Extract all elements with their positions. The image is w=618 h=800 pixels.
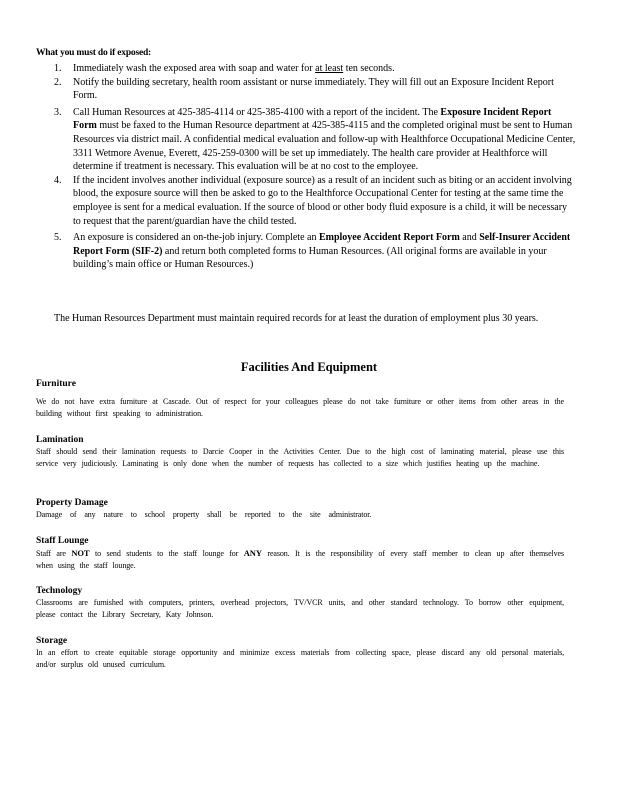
category-storage [36, 635, 564, 671]
category-title: Technology [36, 586, 83, 596]
category-title: Staff Lounge [36, 536, 89, 546]
step-text: Call Human Resources at 425-385-4114 or 425-385-4100 with a report of the incident. The [73, 106, 438, 118]
emphasis-not: NOT [71, 548, 90, 558]
category-text: Damage of any nature to school property shall be reported to the site administrator. [36, 510, 372, 519]
step-text: Immediately wash the exposed area with soap and water for [73, 63, 313, 74]
category-title: Storage [36, 636, 68, 646]
step-text: and [462, 232, 477, 244]
retention-note: The Human Resources Department must maintain required records for at least the duration of employment plus 30 years. [54, 313, 539, 324]
step-text: ten seconds. [345, 63, 395, 74]
category-text: Classrooms are furnished with computers, printers, overhead projectors, TV/VCR units, and other standard technology. To borrow other equipment, please contact the Library Secretary, Katy Johnson. [36, 598, 564, 620]
emphasis-any: ANY [243, 548, 262, 558]
step-number: 2. [54, 76, 62, 88]
category-lamination [36, 434, 564, 470]
category-title: Property Damage [36, 498, 108, 508]
step-number: 4. [54, 174, 62, 186]
list-item [36, 231, 576, 272]
form-name: Employee Accident Report Form [318, 232, 460, 244]
section-title: Facilities And Equipment [240, 360, 378, 374]
step-text: An exposure is considered an on-the-job injury. Complete an [73, 232, 317, 244]
category-text: In an effort to create equitable storage opportunity and minimize excess materials from collecting space, please discard any old personal materials, and/or surplus old unused curriculum. [36, 648, 564, 670]
step-text: must be faxed to the Human Resource department at 425-385-4115 and the completed original must be sent to Human Resources via district mail. A confidential medical evaluation and follow-up with Healthforce Occupational Medicine Center, 3311 Wetmore Avenue, Everett, 425-259-0300 will be set up immediately. The health care provider at Healthforce will determine if treatment is necessary. This evaluation will be at no cost to the employee. [73, 120, 576, 173]
step-number: 3. [54, 106, 62, 118]
step-text: Notify the building secretary, health room assistant or nurse immediately. They will fill out an Exposure Incident Report Form. [73, 76, 554, 102]
category-technology [36, 585, 564, 621]
category-text: Staff should send their lamination requests to Darcie Cooper in the Activities Center. Due to the high cost of laminating material, please use this service very judiciously. Laminating is only done when the number of requests has collected to a size which justifies heating up the machine. [36, 447, 564, 469]
category-furniture [36, 378, 564, 420]
category-title: Lamination [36, 435, 84, 445]
list-item [36, 106, 576, 174]
list-item [36, 62, 576, 76]
category-text: We do not have extra furniture at Cascade. Out of respect for your colleagues please do not take furniture or other items from other areas in the building without first speaking to administration. [36, 397, 564, 419]
step-text: and return both completed forms to Human Resources. (All original forms are available in your building’s main office or Human Resources.) [73, 245, 547, 271]
category-title: Furniture [36, 379, 76, 389]
category-staff-lounge [36, 535, 564, 572]
category-property-damage [36, 497, 564, 521]
form-name: Exposure Incident Report Form [73, 106, 552, 132]
step-number: 1. [54, 63, 62, 74]
step-underline: at least [315, 63, 344, 74]
step-number: 5. [54, 232, 62, 244]
form-name: Self-Insurer Accident Report Form (SIF-2) [73, 232, 571, 257]
list-item [36, 174, 576, 228]
category-text: Staff are NOT to send students to the staff lounge for ANY reason. It is the responsibility of every staff member to clean up after themselves when using the staff lounge. [36, 548, 565, 571]
exposure-heading: What you must do if exposed: [36, 48, 152, 58]
list-item [36, 76, 576, 103]
step-text: If the incident involves another individual (exposure source) as a result of an incident such as biting or an accident involving blood, the exposure source will then be asked to go to the Healthforce Occupational Center for testing at the same time the employee is sent for a medical evaluation. If the source of blood or other body fluid exposure is a child, it will be necessary to request that the parent/guardian have the child tested. [73, 174, 572, 227]
exposure-steps-list [36, 62, 576, 272]
